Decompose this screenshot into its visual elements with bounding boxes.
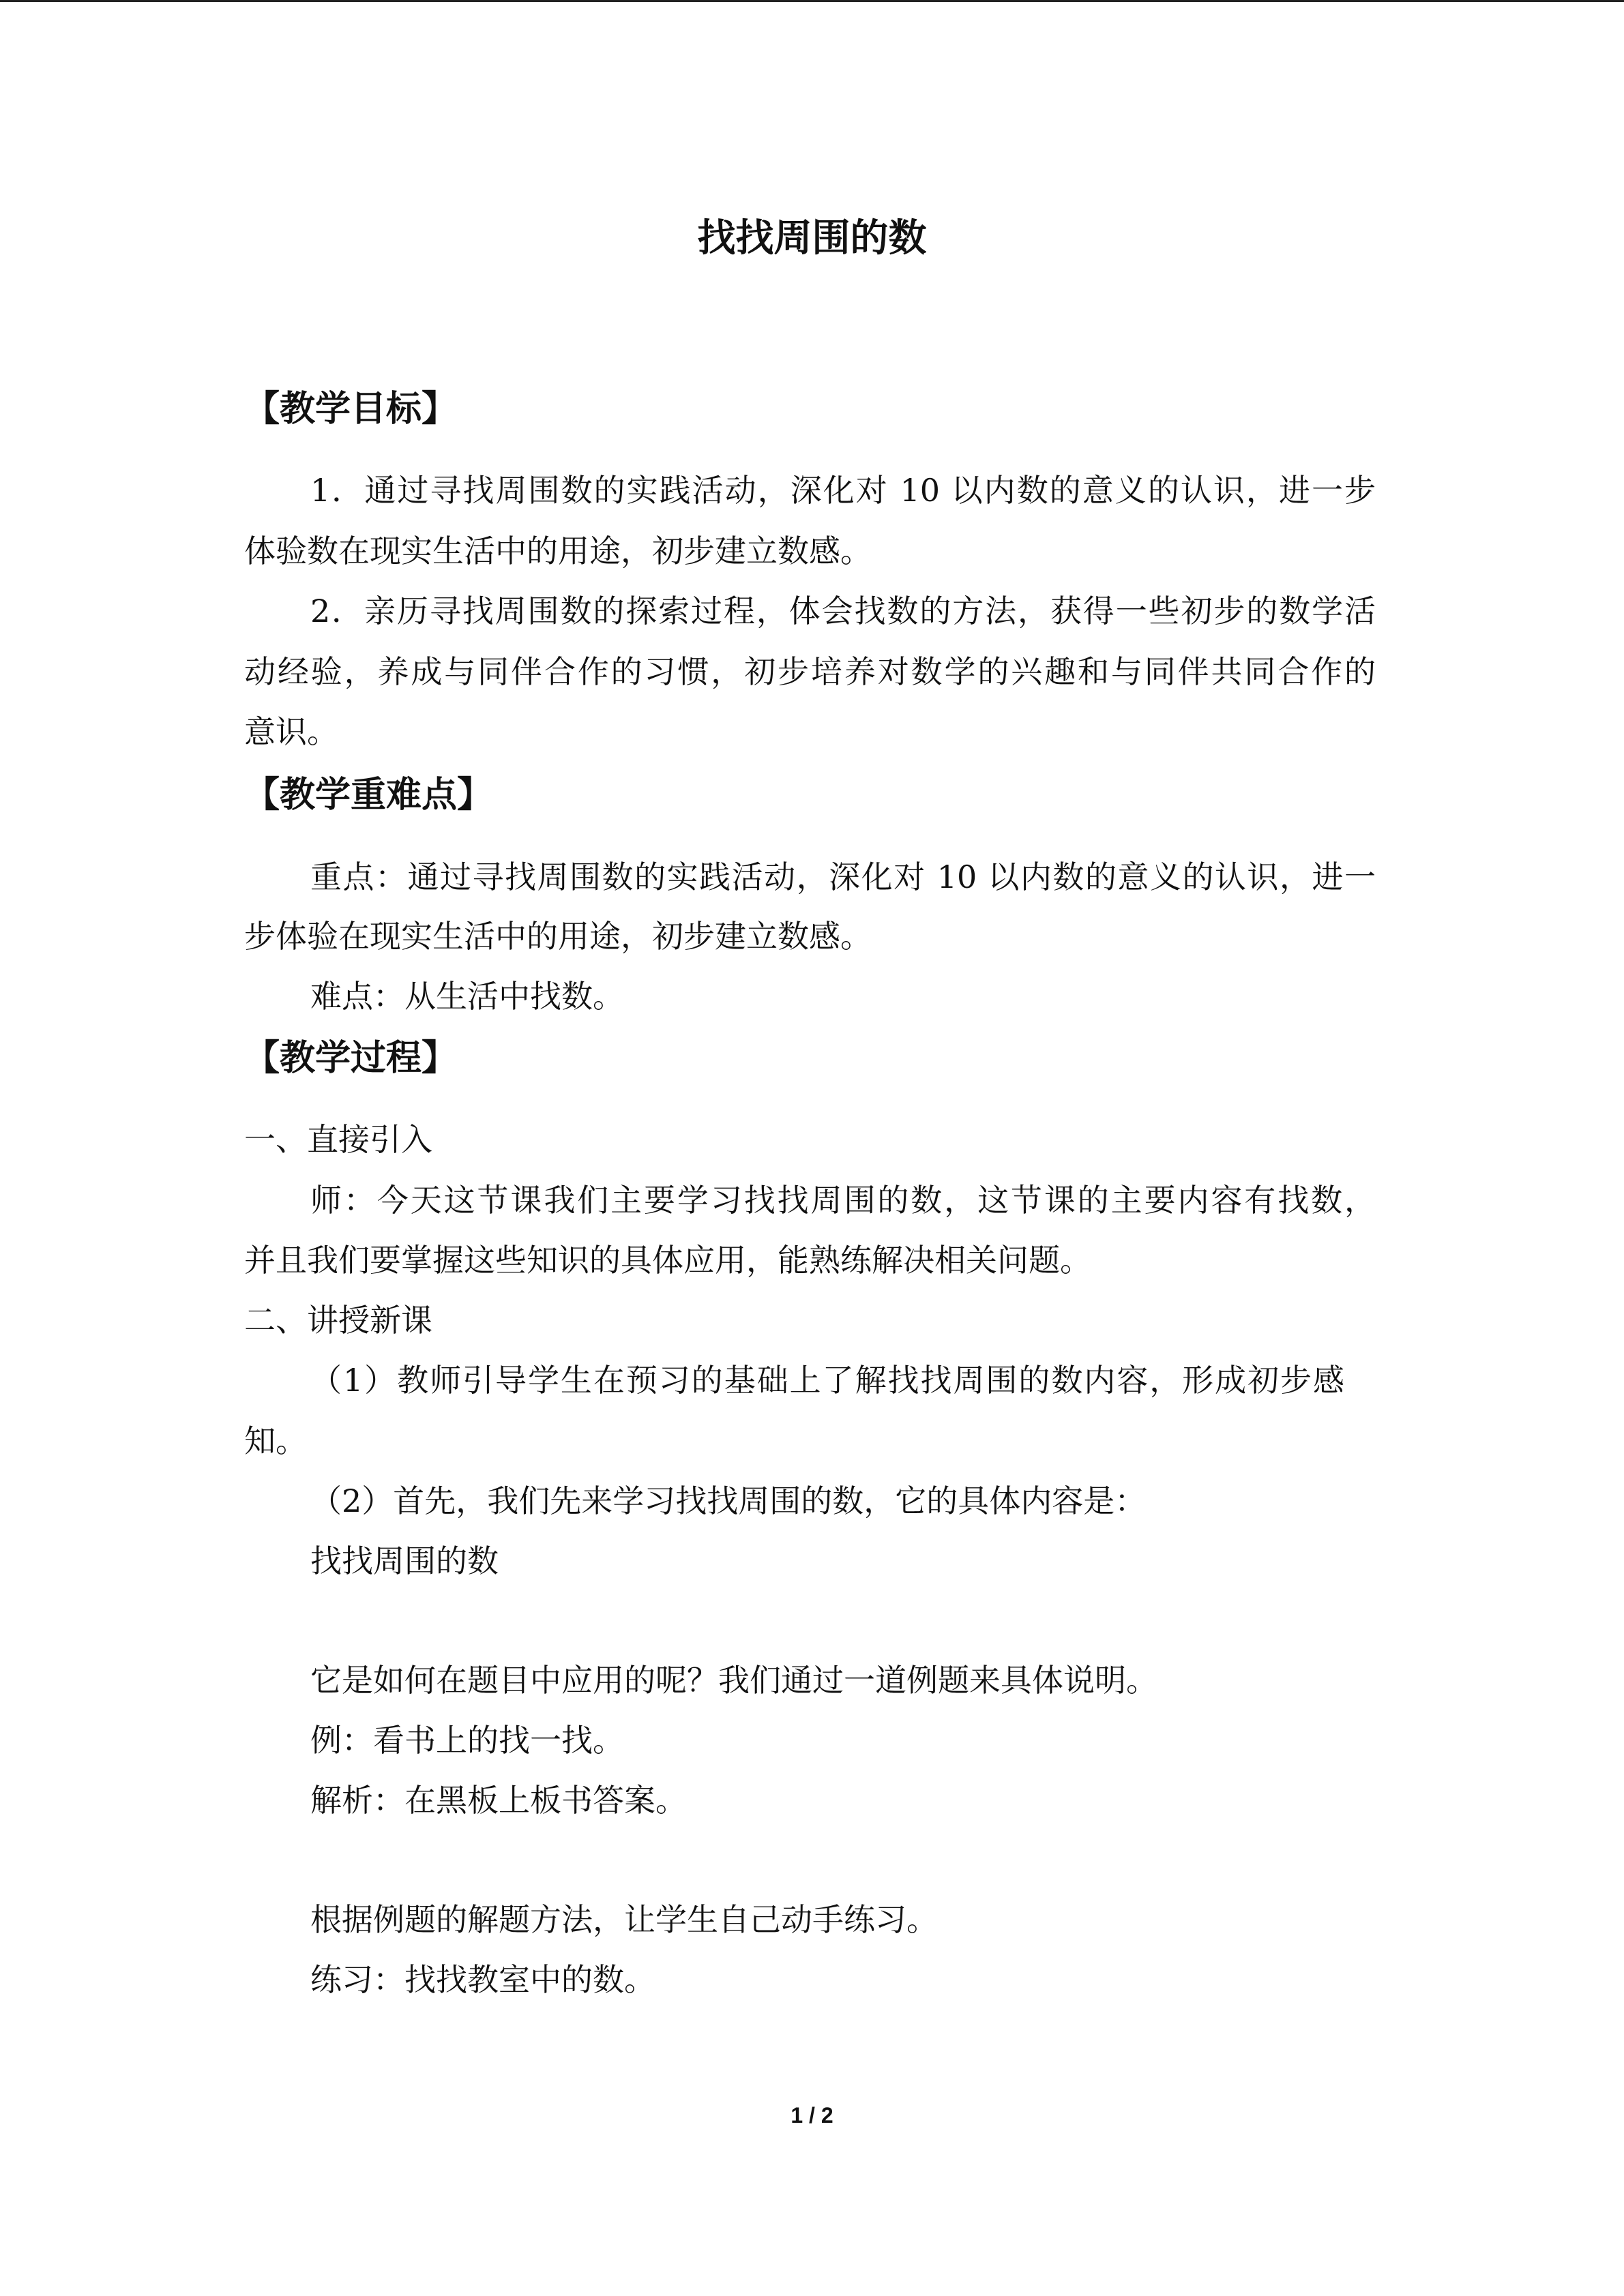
process-s1-line2: 并且我们要掌握这些知识的具体应用，能熟练解决相关问题。 <box>244 1242 1091 1279</box>
process-s1-line1: 师：今天这节课我们主要学习找找周围的数，这节课的主要内容有找数， <box>310 1182 1376 1219</box>
process-s2-p3: 它是如何在题目中应用的呢？我们通过一道例题来具体说明。 <box>310 1662 1157 1699</box>
process-s2-p1-line1: （1）教师引导学生在预习的基础上了解找找周围的数内容，形成初步感 <box>310 1362 1344 1399</box>
goals-p2-line3: 意识。 <box>244 713 338 750</box>
process-practice: 练习：找找教室中的数。 <box>310 1961 655 1998</box>
section-heading-key-points: 【教学重难点】 <box>244 775 493 816</box>
process-s2-title: 二、讲授新课 <box>244 1302 432 1339</box>
goals-p1-line2: 体验数在现实生活中的用途，初步建立数感。 <box>244 533 872 569</box>
key-points-p2-line1: 难点：从生活中找数。 <box>310 978 624 1015</box>
process-example: 例：看书上的找一找。 <box>310 1722 624 1759</box>
section-heading-process: 【教学过程】 <box>244 1038 458 1079</box>
key-points-p1-line1: 重点：通过寻找周围数的实践活动，深化对 10 以内数的意义的认识，进一 <box>310 859 1376 895</box>
page-title: 找找周围的数 <box>697 216 927 260</box>
process-analysis: 解析：在黑板上板书答案。 <box>310 1782 687 1819</box>
process-s2-p1-line2: 知。 <box>244 1422 307 1459</box>
process-s1-title: 一、直接引入 <box>244 1121 432 1158</box>
goals-p2-line1: 2．亲历寻找周围数的探索过程，体会找数的方法，获得一些初步的数学活 <box>310 593 1376 629</box>
page-number: 1 / 2 <box>791 2103 833 2128</box>
goals-p1-line1: 1．通过寻找周围数的实践活动，深化对 10 以内数的意义的认识，进一步 <box>310 472 1376 509</box>
top-border <box>0 0 1624 2</box>
process-practice-intro: 根据例题的解题方法，让学生自己动手练习。 <box>310 1901 938 1938</box>
section-heading-goals: 【教学目标】 <box>244 389 458 430</box>
process-s2-p2-line2: 找找周围的数 <box>310 1542 499 1579</box>
key-points-p1-line2: 步体验在现实生活中的用途，初步建立数感。 <box>244 918 872 955</box>
goals-p2-line2: 动经验，养成与同伴合作的习惯，初步培养对数学的兴趣和与同伴共同合作的 <box>244 653 1376 690</box>
process-s2-p2-line1: （2）首先，我们先来学习找找周围的数，它的具体内容是： <box>310 1482 1147 1519</box>
